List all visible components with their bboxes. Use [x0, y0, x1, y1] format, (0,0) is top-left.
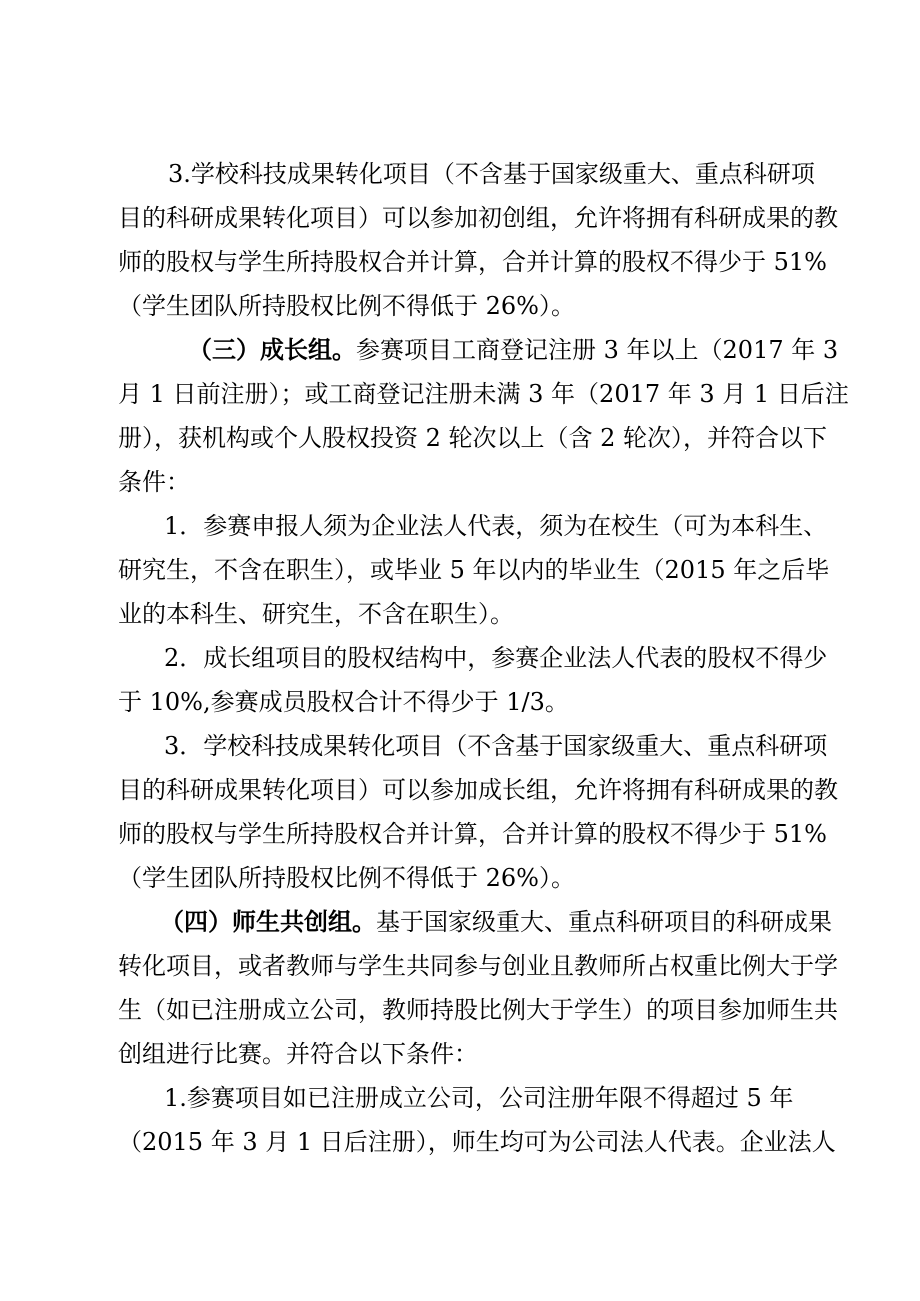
paragraph-line: （2015 年 3 月 1 日后注册），师生均可为公司法人代表。企业法人	[118, 1128, 836, 1156]
paragraph-line: 业的本科生、研究生，不含在职生）。	[118, 600, 514, 628]
paragraph-line: 研究生，不含在职生），或毕业 5 年以内的毕业生（2015 年之后毕	[118, 556, 830, 584]
section-heading: （三）成长组。	[188, 336, 356, 364]
paragraph-line: 目的科研成果转化项目）可以参加初创组，允许将拥有科研成果的教	[118, 204, 838, 232]
paragraph-line: 1．参赛申报人须为企业法人代表，须为在校生（可为本科生、	[164, 512, 828, 540]
paragraph-line: 2．成长组项目的股权结构中，参赛企业法人代表的股权不得少	[164, 644, 828, 672]
paragraph-line: 转化项目，或者教师与学生共同参与创业且教师所占权重比例大于学	[118, 952, 838, 980]
section-heading-line	[188, 328, 839, 372]
paragraph-line: 生（如已注册成立公司，教师持股比例大于学生）的项目参加师生共	[118, 996, 838, 1024]
paragraph-line: 创组进行比赛。并符合以下条件：	[118, 1040, 478, 1068]
paragraph-text: 参赛项目工商登记注册 3 年以上（2017 年 3	[356, 336, 839, 364]
paragraph-line: 目的科研成果转化项目）可以参加成长组，允许将拥有科研成果的教	[118, 776, 838, 804]
paragraph-line: 于 10%,参赛成员股权合计不得少于 1/3。	[118, 688, 569, 716]
paragraph-line: 3．学校科技成果转化项目（不含基于国家级重大、重点科研项	[164, 732, 828, 760]
section-heading: （四）师生共创组。	[160, 908, 376, 936]
paragraph-line: 月 1 日前注册）；或工商登记注册未满 3 年（2017 年 3 月 1 日后注	[118, 380, 849, 408]
paragraph-line: 师的股权与学生所持股权合并计算，合并计算的股权不得少于 51%	[118, 820, 827, 848]
section-heading-line	[160, 900, 832, 944]
paragraph-line: 册），获机构或个人股权投资 2 轮次以上（含 2 轮次），并符合以下	[118, 424, 828, 452]
paragraph-line: （学生团队所持股权比例不得低于 26%）。	[118, 292, 575, 320]
paragraph-line: 师的股权与学生所持股权合并计算，合并计算的股权不得少于 51%	[118, 248, 827, 276]
paragraph-line: （学生团队所持股权比例不得低于 26%）。	[118, 864, 575, 892]
paragraph-line: 条件：	[118, 468, 190, 496]
paragraph-line: 1.参赛项目如已注册成立公司，公司注册年限不得超过 5 年	[164, 1084, 794, 1112]
paragraph-line: 3.学校科技成果转化项目（不含基于国家级重大、重点科研项	[168, 160, 815, 188]
paragraph-text: 基于国家级重大、重点科研项目的科研成果	[376, 908, 832, 936]
